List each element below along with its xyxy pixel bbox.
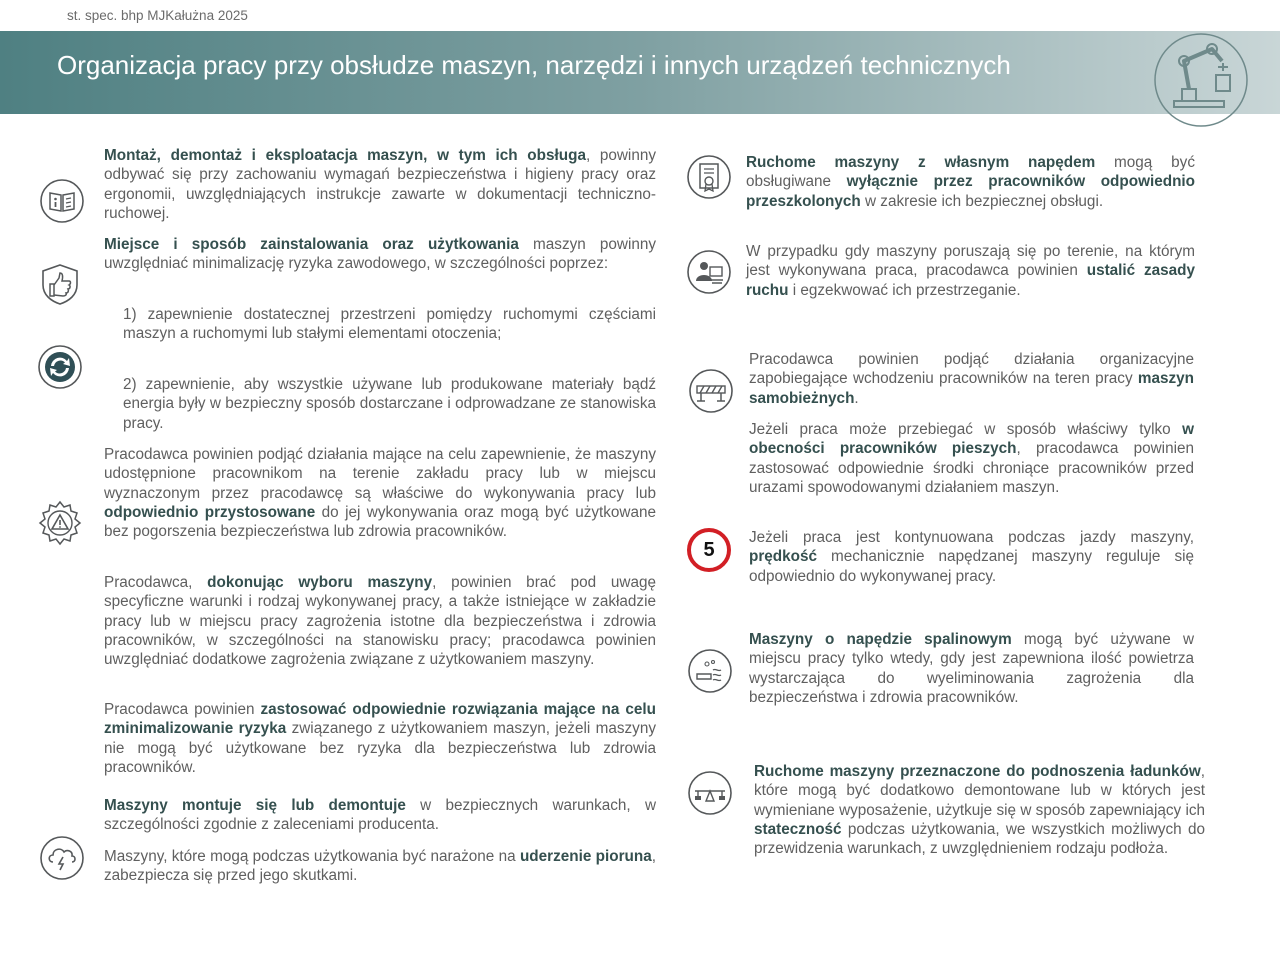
- text: , które mogą być dodatkowo demontowane lub w których jest wymieniane wyposażenie, użytkuje się w sposób zapewniający ich: [754, 763, 1205, 819]
- paragraph-risk-reduction: [104, 700, 656, 777]
- paragraph-combustion: [749, 630, 1194, 707]
- paragraph-assembly: [104, 146, 656, 223]
- text: Maszyny, które mogą podczas użytkowania być narażone na: [104, 848, 520, 865]
- emphasis: Maszyny montuje się lub demontuje: [104, 797, 406, 814]
- header-banner: [0, 31, 1280, 114]
- recycle-arrows-icon: [37, 344, 83, 390]
- text: Pracodawca,: [104, 574, 208, 591]
- crane-balance-icon: [687, 770, 733, 816]
- text: Jeżeli praca jest kontynuowana podczas jazdy maszyny,: [749, 529, 1194, 546]
- emphasis: wyłącznie przez pracowników odpowiednio przeszkolonych: [746, 173, 1196, 210]
- emphasis: Ruchome maszyny przeznaczone do podnoszenia ładunków: [754, 763, 1201, 780]
- speed-limit-sign-icon: 5: [687, 528, 731, 572]
- text: mechanicznie napędzanej maszyny reguluje się odpowiednio do wykonywanej pracy.: [749, 548, 1194, 585]
- text: związanego z użytkowaniem maszyn, jeżeli maszyny nie mogą być użytkowane bez ryzyka dla bezpieczeństwa lub zdrowia pracowników.: [104, 720, 656, 776]
- text: maszyn powinny uwzględniać minimalizację ryzyka zawodowego, w szczególności poprzez:: [104, 236, 657, 273]
- text: mogą być obsługiwane: [746, 154, 1195, 191]
- emphasis: prędkość: [749, 548, 818, 566]
- list-item-materials: 2) zapewnienie, aby wszystkie używane lub produkowane materiały bądź energia były w bezpieczny sposób dostarczane i odprowadzane ze stanowiska pracy.: [123, 376, 656, 432]
- emphasis: dokonując wyboru maszyny: [207, 574, 433, 591]
- text: , powinien brać pod uwagę specyficzne warunki i rodzaj wykonywanej pracy, a także istniejące w zakładzie pracy lub w miejscu pracy zagrożenia istotne dla bezpieczeństwa i zdrowia pracowników, w szczególności na stanowisku pracy; pracodawca powinien uwzględniać dodatkowe zagrożenia związane z użytkowaniem maszyny.: [104, 574, 656, 669]
- emphasis: w obecności pracowników pieszych: [749, 421, 1194, 458]
- paragraph-pedestrians: [749, 420, 1194, 497]
- emphasis: maszyn samobieżnych: [749, 370, 1194, 407]
- text: , zabezpiecza się przed jego skutkami.: [104, 848, 657, 885]
- emphasis: stateczność: [754, 820, 842, 838]
- paragraph-mobile-machines: [746, 153, 1195, 211]
- thumbs-up-icon: [37, 261, 83, 307]
- text: w bezpiecznych warunkach, w szczególności zgodnie z zaleceniami producenta.: [104, 797, 656, 834]
- paragraph-traffic-rules: [746, 242, 1195, 300]
- paragraph-mounting: [104, 796, 656, 835]
- worker-computer-icon: [686, 249, 732, 295]
- text: mogą być używane w miejscu pracy tylko wtedy, gdy jest zapewniona ilość powietrza wystarczająca do wyeliminowania zagrożenia dla bezpieczeństwa i zdrowia pracowników.: [749, 631, 1194, 706]
- text: W przypadku gdy maszyny poruszają się po terenie, na którym jest wykonywana praca, pracodawca powinien: [746, 243, 1195, 280]
- emphasis: Ruchome maszyny z własnym napędem: [746, 154, 1096, 171]
- text: Pracodawca powinien podjąć działania mające na celu zapewnienie, że maszyny udostępnione pracownikom na terenie zakładu pracy lub w miejscu wyznaczonym przez pracodawcę są właściwe do wykonywania pracy lub: [104, 446, 656, 502]
- cloud-lightning-icon: [39, 835, 85, 881]
- emphasis: odpowiednio przystosowane: [104, 503, 316, 521]
- emphasis: Miejsce i sposób zainstalowania oraz użytkowania: [104, 236, 519, 253]
- paragraph-self-propelled: [749, 350, 1194, 408]
- author-note: st. spec. bhp MJKałużna 2025: [67, 8, 248, 23]
- text: podczas użytkowania, we wszystkich możliwych do przewidzenia warunkach, z uwzględnieniem rodzaju podłoża.: [754, 820, 1205, 858]
- text: .: [854, 389, 859, 407]
- paragraph-lightning: [104, 847, 656, 886]
- emphasis: Montaż, demontaż i eksploatacja maszyn, w tym ich obsługa: [104, 147, 586, 164]
- emphasis: zastosować odpowiednie rozwiązania mające na celu zminimalizowanie ryzyka: [104, 701, 656, 738]
- paragraph-speed: [749, 528, 1194, 586]
- gear-warning-icon: [37, 500, 83, 546]
- list-item-space: 1) zapewnienie dostatecznej przestrzeni pomiędzy ruchomymi częściami maszyn a ruchomymi lub stałymi elementami otoczenia;: [123, 306, 656, 343]
- text: Pracodawca powinien: [104, 701, 261, 718]
- text: Pracodawca powinien podjąć działania organizacyjne zapobiegające wchodzeniu pracowników na teren pracy: [749, 351, 1194, 388]
- text: Jeżeli praca może przebiegać w sposób właściwy tylko: [749, 421, 1183, 438]
- robot-arm-icon: [1152, 31, 1250, 129]
- emphasis: uderzenie pioruna: [519, 848, 652, 865]
- text: w zakresie ich bezpiecznej obsługi.: [860, 192, 1104, 210]
- page-title: Organizacja pracy przy obsłudze maszyn, narzędzi i innych urządzeń technicznych: [57, 50, 1011, 80]
- emphasis: ustalić zasady ruchu: [746, 262, 1195, 299]
- text: do jej wykonywania oraz mogą być użytkowane bez pogorszenia bezpieczeństwa lub zdrowia pracowników.: [104, 503, 656, 541]
- certificate-icon: [686, 154, 732, 200]
- paragraph-installation: [104, 235, 656, 274]
- text: i egzekwować ich przestrzeganie.: [788, 281, 1021, 299]
- paragraph-lifting-machines: [754, 762, 1205, 858]
- barrier-icon: [688, 368, 734, 414]
- text: , pracodawca powinien zastosować odpowiednie środki chroniące pracowników przed urazami spowodowanymi działaniem maszyn.: [749, 440, 1194, 496]
- text: , powinny odbywać się przy zachowaniu wymagań bezpieczeństwa i higieny pracy oraz ergonomii, uwzględniających instrukcje zawarte w dokumentacji techniczno-ruchowej.: [104, 147, 656, 222]
- emphasis: Maszyny o napędzie spalinowym: [749, 631, 1012, 648]
- paragraph-suitability: [104, 445, 656, 541]
- paragraph-machine-choice: [104, 573, 656, 669]
- manual-book-icon: [39, 178, 85, 224]
- exhaust-icon: [687, 648, 733, 694]
